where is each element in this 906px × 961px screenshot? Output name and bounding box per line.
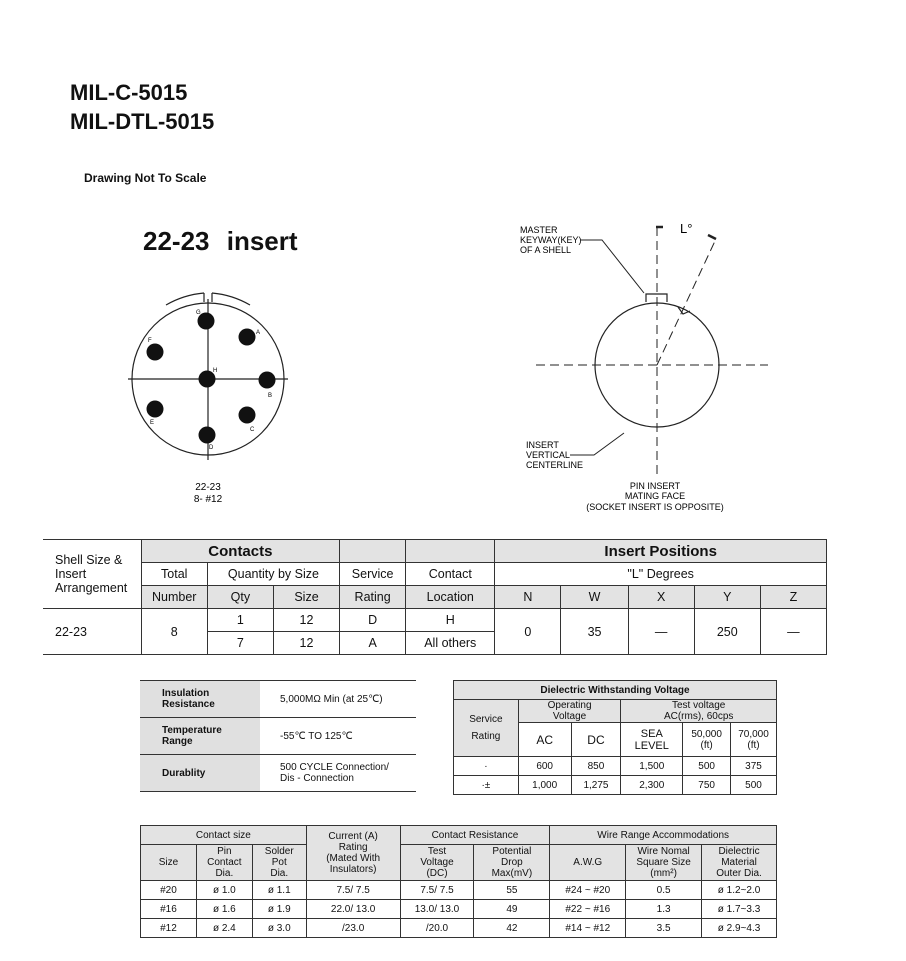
- l-degrees-header: "L" Degrees: [495, 563, 827, 586]
- svg-text:E: E: [150, 420, 155, 426]
- scale-note: Drawing Not To Scale: [84, 171, 207, 185]
- insert-title: 22-23 insert: [143, 226, 298, 256]
- svg-text:KEYWAY(KEY): KEYWAY(KEY): [520, 235, 582, 245]
- contact-D: [199, 427, 216, 452]
- svg-text:D: D: [209, 445, 214, 451]
- contact-F: [147, 338, 164, 361]
- page-title: [70, 78, 214, 136]
- contact-A: [239, 329, 261, 346]
- insulation-table: [140, 680, 416, 792]
- position-X-header: X: [628, 586, 694, 609]
- dielectric-title: Dielectric Withstanding Voltage: [454, 681, 777, 700]
- table-row: #16 ø 1.6 ø 1.9 22.0/ 13.0 13.0/ 13.0 49 #22 ~ #16 1.3 ø 1.7~3.3: [141, 900, 777, 919]
- angled-dashed-line: [657, 241, 715, 365]
- quantity-by-size-header: Quantity by Size: [207, 563, 339, 586]
- insert-arrangement-table: [43, 539, 827, 655]
- insert-face-drawing: [120, 290, 300, 515]
- shell-header: Shell Size & Insert Arrangement: [43, 540, 141, 609]
- table-row: #12 ø 2.4 ø 3.0 /23.0 /20.0 42 #14 ~ #12 3.5 ø 2.9~4.3: [141, 919, 777, 938]
- master-keyway-label: [520, 225, 582, 255]
- table-row: ·± 1,000 1,275 2,300 750 500: [454, 776, 777, 795]
- svg-text:H: H: [213, 368, 218, 374]
- svg-text:OF A SHELL: OF A SHELL: [520, 245, 572, 255]
- number-header: Number: [141, 586, 207, 609]
- rating-header: Rating: [340, 586, 406, 609]
- title-line-2: MIL-DTL-5015: [70, 109, 215, 134]
- table-row: 7 12 A All others: [43, 632, 827, 655]
- position-Z-header: Z: [760, 586, 826, 609]
- svg-text:VERTICAL: VERTICAL: [526, 450, 570, 460]
- table-row: · 600 850 1,500 500 375: [454, 757, 777, 776]
- svg-text:MASTER: MASTER: [520, 225, 558, 235]
- svg-text:MATING FACE: MATING FACE: [624, 491, 686, 501]
- position-W-header: W: [561, 586, 628, 609]
- svg-text:A: A: [256, 330, 261, 336]
- location-header: Location: [406, 586, 495, 609]
- contacts-header: Contacts: [141, 540, 339, 563]
- contact-size-header: Contact size: [141, 826, 307, 845]
- table-row: 22-23 8 1 12 D H 0 35 — 250 —: [43, 609, 827, 632]
- position-Y-header: Y: [694, 586, 760, 609]
- contact-H: [199, 368, 218, 388]
- total-header: Total: [141, 563, 207, 586]
- svg-text:CENTERLINE: CENTERLINE: [526, 460, 584, 470]
- service-header: Service: [340, 563, 406, 586]
- insert-positions-header: Insert Positions: [495, 540, 827, 563]
- contact-G: [196, 310, 215, 330]
- shell-value: 22-23: [43, 609, 141, 655]
- angle-label: L°: [680, 221, 693, 236]
- svg-text:G: G: [196, 310, 201, 316]
- wire-range-header: Wire Range Accommodations: [550, 826, 777, 845]
- contact-C: [239, 407, 256, 434]
- current-header: Current (A) Rating (Mated With Insulators): [306, 826, 400, 881]
- face-caption-1: 22-23: [195, 482, 221, 493]
- face-caption-2: 8- #12: [193, 494, 223, 505]
- position-N-header: N: [495, 586, 561, 609]
- svg-text:PIN INSERT: PIN INSERT: [629, 481, 681, 491]
- dielectric-table: Dielectric Withstanding Voltage Service Rating Operating Voltage Test voltage AC(rms), 60cps AC DC SEA LEVEL 50,000 (ft) 70,000 (ft) · 600 850 1,500 500 375 ·± 1,000 1,275 2,300 750 500: [453, 680, 777, 795]
- contact-resistance-header: Contact Resistance: [400, 826, 550, 845]
- size-header: Size: [273, 586, 339, 609]
- contact-B: [259, 372, 276, 400]
- svg-text:INSERT: INSERT: [526, 440, 559, 450]
- total-value: 8: [141, 609, 207, 655]
- contact-size-table: Contact size Current (A) Rating (Mated With Insulators) Contact Resistance Wire Range Accommodations Size Pin Contact Dia. Solder Pot Dia. Test Voltage (DC) Potential Drop Max(mV) A.W.G Wire Nomal Square Size (mm²) Dielectric Material Outer Dia. #20 ø 1.0 ø 1.1 7.5/ 7.5 7.5/ 7.5 55 #24 ~ #20 0.5 ø 1.2~2.0 #16 ø 1.6 ø 1.9 22.0/ 13.0 13.0/ 13.0 49 #22 ~ #16 1.3 ø 1.7~3.3 #12 ø 2.4 ø 3.0 /23.0 /20.0 42 #14 ~ #12 3.5 ø 2.9~4.3: [140, 825, 777, 938]
- table-row: Temperature Range -55℃ TO 125℃: [140, 718, 416, 755]
- contact-header: Contact: [406, 563, 495, 586]
- pin-insert-label: [586, 481, 724, 512]
- table-row: Durablity 500 CYCLE Connection/ Dis - Connection: [140, 755, 416, 792]
- svg-text:B: B: [268, 393, 273, 399]
- table-row: Insulation Resistance 5,000MΩ Min (at 25℃): [140, 681, 416, 718]
- table-row: #20 ø 1.0 ø 1.1 7.5/ 7.5 7.5/ 7.5 55 #24 ~ #20 0.5 ø 1.2~2.0: [141, 881, 777, 900]
- insert-orientation-drawing: [500, 215, 790, 515]
- contact-E: [147, 401, 164, 427]
- svg-text:(SOCKET INSERT IS OPPOSITE): (SOCKET INSERT IS OPPOSITE): [586, 502, 724, 512]
- qty-header: Qty: [207, 586, 273, 609]
- svg-text:C: C: [250, 427, 255, 433]
- title-line-1: MIL-C-5015: [70, 80, 188, 105]
- svg-text:F: F: [148, 338, 152, 344]
